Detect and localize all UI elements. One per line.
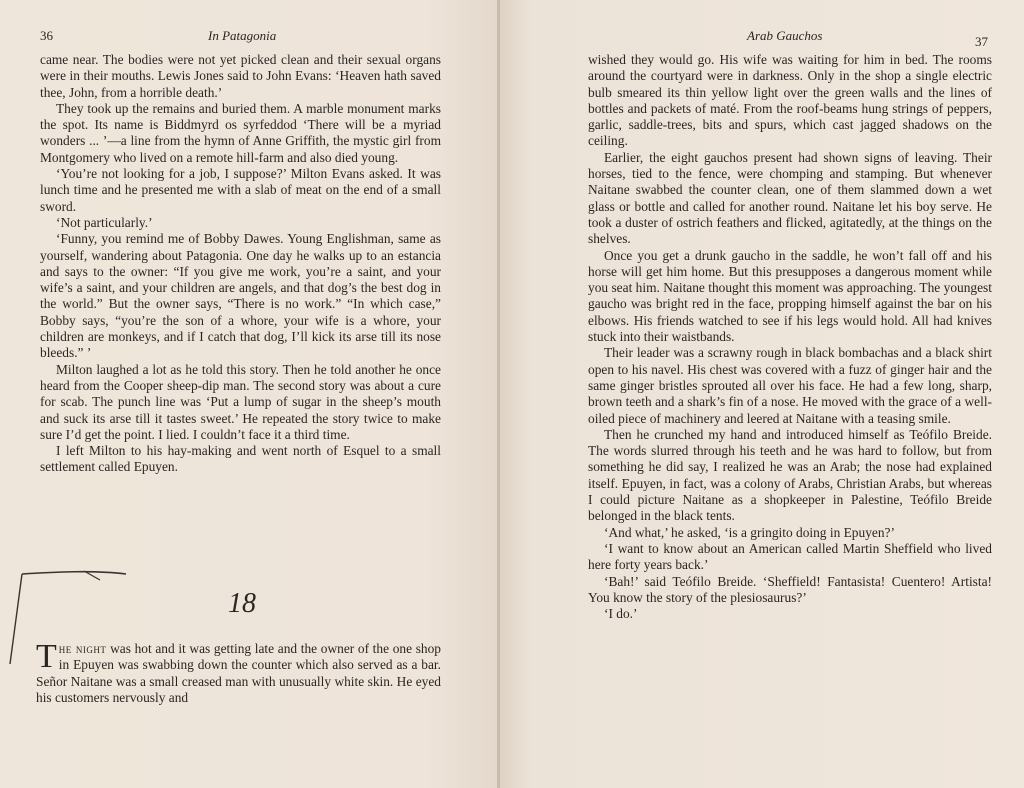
paragraph: I left Milton to his hay-making and went north of Esquel to a small settlement called Epuyen. <box>40 443 441 475</box>
left-page-number: 36 <box>40 28 53 43</box>
chapter-opening <box>36 638 441 706</box>
right-running-head: Arab Gauchos <box>747 28 823 43</box>
paragraph: ‘I want to know about an American called Martin Sheffield who lived here forty years back.’ <box>588 540 992 573</box>
paragraph: Their leader was a scrawny rough in black bombachas and a black shirt open to his navel. His chest was covered with a fuzz of ginger hair and the same ginger bristles sprouted all over his face. He had a few long, sharp, brown teeth and a shark’s fin of a nose. He moved with the grace of a well-oiled piece of machinery and leered at Naitane with a teasing smile. <box>588 345 992 426</box>
paragraph: ‘Funny, you remind me of Bobby Dawes. Young Englishman, same as yourself, wandering about Patagonia. One day he walks up to an estancia and says to the owner: “If you give me work, you’re a saint, and your wife’s a saint, and your children are angels, and that dog’s the best dog in the world.” But the owner says, “There is no work.” “In which case,” Bobby says, “you’re the son of a whore, your wife is a whore, your children are monkeys, and if I catch that dog, I’ll kick its arse till its nose bleeds.” ’ <box>40 231 441 361</box>
left-page <box>0 0 500 788</box>
paragraph: ‘Not particularly.’ <box>56 214 153 230</box>
left-page-text <box>40 52 441 476</box>
chapter-first-paragraph: was hot and it was getting late and the owner of the one shop in Epuyen was swabbing down the counter which also served as a bar. Señor Naitane was a small creased man with unusually white skin. He eyed his customers nervously and <box>36 641 441 705</box>
chapter-number: 18 <box>228 588 256 619</box>
paragraph: ‘Bah!’ said Teófilo Breide. ‘Sheffield! Fantasista! Cuentero! Artista! You know the story of the plesiosaurus?’ <box>588 573 992 605</box>
paragraph: ‘I do.’ <box>604 606 638 622</box>
paragraph: ‘You’re not looking for a job, I suppose?’ Milton Evans asked. It was lunch time and he presented me with a slab of meat on the end of a small sword. <box>40 166 441 214</box>
chapter-lead-in: he night <box>58 641 107 656</box>
paragraph: Then he crunched my hand and introduced himself as Teófilo Breide. The words slurred through his teeth and he was hard to follow, but from something he did say, I realized he was an Arab; the nose had explained itself. Epuyen, in fact, was a colony of Arabs, Christian Arabs, but whereas I could picture Naitane as a shopkeeper in Palestine, Teófilo Breide belonged in the black tents. <box>588 426 992 524</box>
paragraph: came near. The bodies were not yet picked clean and their sexual organs were in their mouths. Lewis Jones said to John Evans: ‘Heaven hath saved thee, John, from a horrible death.’ <box>40 52 441 100</box>
right-page-text <box>588 52 992 622</box>
drop-cap: T <box>36 638 57 675</box>
paragraph: Once you get a drunk gaucho in the saddle, he won’t fall off and his horse will get him home. But this presupposes a dangerous moment while you seat him. Naitane thought this moment was approaching. The youngest gaucho was bright red in the face, propping himself against the bar on his elbows. His friends watched to see if his legs would hold. All had knives stuck into their waistbands. <box>588 247 992 345</box>
left-running-head: In Patagonia <box>208 28 277 43</box>
paragraph: ‘And what,’ he asked, ‘is a gringito doing in Epuyen?’ <box>604 524 895 540</box>
paragraph: They took up the remains and buried them. A marble monument marks the spot. Its name is Biddmyrd os syrfeddod ‘There will be a myriad wonders ... ’—a line from the hymn of Anne Griffith, the mystic girl from Montgomery who lived on a remote hill-farm and also died young. <box>40 100 441 165</box>
right-page <box>500 0 1024 788</box>
paragraph: wished they would go. His wife was waiting for him in bed. The rooms around the courtyard were in darkness. Only in the shop a single electric bulb smeared its thin yellow light over the green walls and the lines of bottles and packets of maté. From the roof-beams hung strings of peppers, garlic, saddle-trees, bits and spurs, which cast jagged shadows on the ceiling. <box>588 52 992 149</box>
right-page-number: 37 <box>975 34 988 49</box>
paragraph: Milton laughed a lot as he told this story. Then he told another he once heard from the Cooper sheep-dip man. The second story was about a cure for scab. The punch line was ‘Put a lump of sugar in the sheep’s mouth and suck its arse till it tastes sweet.’ He repeated the story twice to make sure I’d get the point. I lied. I couldn’t face it a third time. <box>40 361 441 442</box>
paragraph: Earlier, the eight gauchos present had shown signs of leaving. Their horses, tied to the fence, were chomping and stamping. But whenever Naitane swabbed the counter clean, one of them slammed down a wet glass or bottle and called for another round. Naitane let his boy serve. He took a duster of ostrich feathers and flicked, agitatedly, at the things on the shelves. <box>588 149 992 247</box>
